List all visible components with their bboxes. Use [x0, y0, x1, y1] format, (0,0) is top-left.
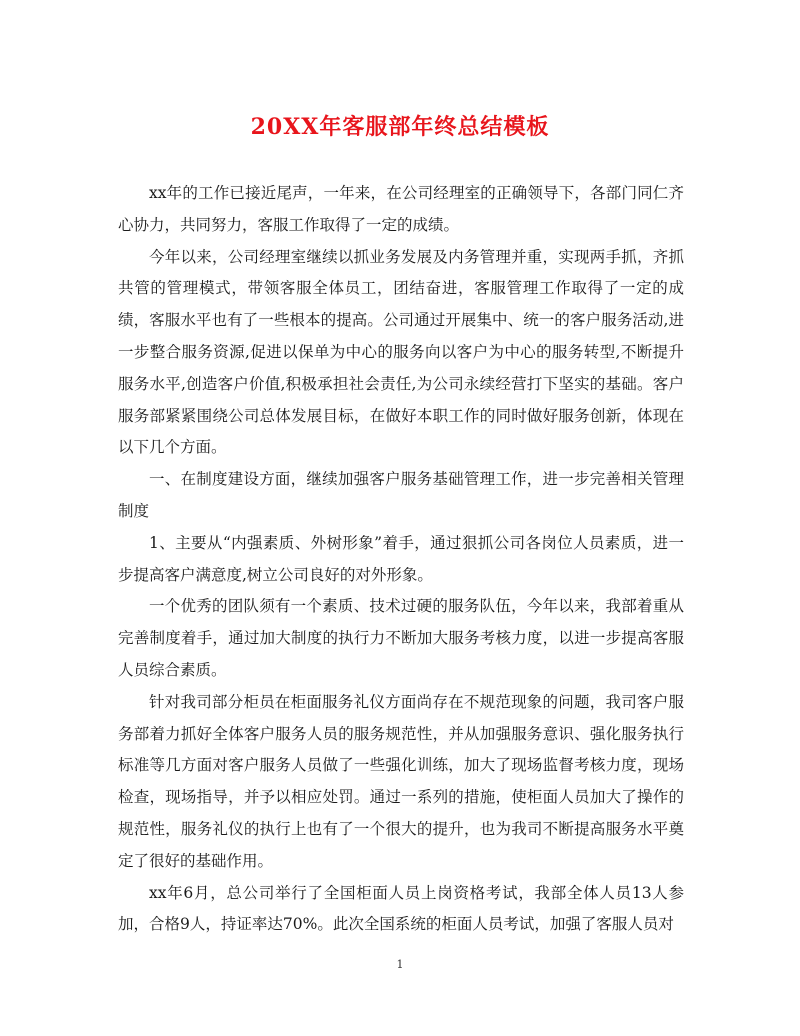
paragraph: xx年6月，总公司举行了全国柜面人员上岗资格考试，我部全体人员13人参加，合格9人，持证率达70%。此次全国系统的柜面人员考试，加强了客服人员对	[118, 883, 684, 934]
paragraph: 1、主要从“内强素质、外树形象”着手，通过狠抓公司各岗位人员素质，进一步提高客户满意度,树立公司良好的对外形象。	[118, 533, 684, 584]
paragraph: 一个优秀的团队须有一个素质、技术过硬的服务队伍，今年以来，我部着重从完善制度着手，通过加大制度的执行力不断加大服务考核力度，以进一步提高客服人员综合素质。	[118, 597, 684, 679]
document-title: 20XX年客服部年终总结模板	[250, 114, 550, 140]
document-body	[118, 178, 684, 941]
section-heading: 一、在制度建设方面，继续加强客户服务基础管理工作，进一步完善相关管理制度	[118, 470, 684, 520]
page-number: 1	[396, 958, 404, 971]
paragraph: xx年的工作已接近尾声，一年来，在公司经理室的正确领导下，各部门同仁齐心协力，共同努力，客服工作取得了一定的成绩。	[118, 184, 684, 234]
paragraph: 针对我司部分柜员在柜面服务礼仪方面尚存在不规范现象的问题，我司客户服务部着力抓好全体客户服务人员的服务规范性，并从加强服务意识、强化服务执行标准等几方面对客户服务人员做了一些强化训练，加大了现场监督考核力度，现场检查，现场指导，并予以相应处罚。通过一系列的措施，使柜面人员加大了操作的规范性，服务礼仪的执行上也有了一个很大的提升，也为我司不断提高服务水平奠定了很好的基础作用。	[118, 692, 684, 870]
paragraph: 今年以来，公司经理室继续以抓业务发展及内务管理并重，实现两手抓，齐抓共管的管理模式，带领客服全体员工，团结奋进，客服管理工作取得了一定的成绩，客服水平也有了一些根本的提高。公司通过开展集中、统一的客户服务活动,进一步整合服务资源,促进以保单为中心的服务向以客户为中心的服务转型,不断提升服务水平,创造客户价值,积极承担社会责任,为公司永续经营打下坚实的基础。客户服务部紧紧围绕公司总体发展目标，在做好本职工作的同时做好服务创新，体现在以下几个方面。	[118, 247, 684, 457]
